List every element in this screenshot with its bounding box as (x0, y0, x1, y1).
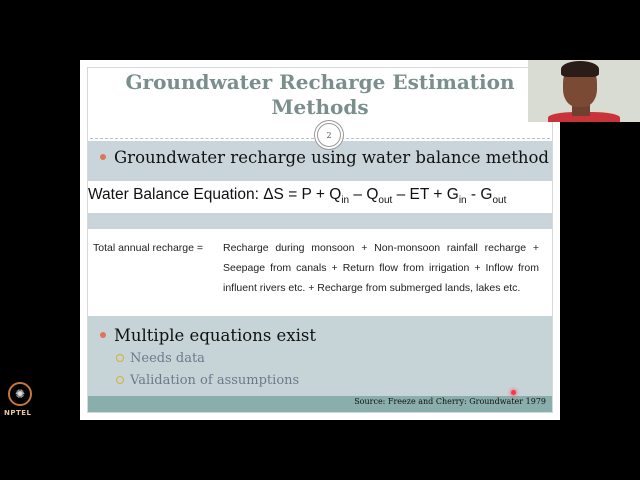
bullet-multiple-equations (100, 326, 316, 345)
page-number-badge: 2 (317, 123, 341, 147)
recharge-rhs: Recharge during monsoon + Non-monsoon rainfall recharge + Seepage from canals + Return flow from irrigation + Inflow from influent rivers etc. + Recharge from submerged lands, lakes etc. (223, 242, 539, 294)
source-citation: Source: Freeze and Cherry: Groundwater 1979 (354, 397, 546, 406)
eq-part: – Q (349, 186, 379, 203)
recharge-lhs: Total annual recharge = (93, 242, 204, 254)
eq-sub: out (492, 195, 507, 207)
presenter-webcam (528, 60, 640, 122)
bullet-dot-icon (100, 154, 106, 160)
sub-bullet-ring-icon (116, 354, 124, 362)
sub-bullet-needs-data (116, 351, 205, 366)
eq-part: – ET + G (392, 186, 459, 203)
nptel-logo-text: NPTEL (4, 409, 32, 417)
bullet-text: Groundwater recharge using water balance method (114, 148, 549, 167)
eq-part: Water Balance Equation: ΔS = P + Q (88, 186, 342, 203)
eq-sub: out (378, 195, 393, 207)
eq-part: - G (466, 186, 493, 203)
bullet-dot-icon (100, 332, 106, 338)
laser-pointer-icon (511, 390, 516, 395)
eq-sub: in (341, 195, 350, 207)
bullet-text: Multiple equations exist (114, 326, 316, 345)
nptel-emblem-icon: ✺ (8, 382, 32, 406)
nptel-logo (4, 382, 38, 422)
sub-bullet-text: Needs data (130, 351, 205, 366)
sub-bullet-text: Validation of assumptions (130, 373, 300, 388)
title-line-1: Groundwater Recharge Estimation (125, 70, 515, 94)
separator-band (88, 213, 552, 229)
eq-sub: in (458, 195, 467, 207)
presenter-hair (561, 61, 599, 77)
sub-bullet-validation (116, 373, 299, 388)
presentation-slide (80, 60, 560, 420)
sub-bullet-ring-icon (116, 376, 124, 384)
bullet-water-balance (100, 148, 549, 167)
water-balance-equation (88, 186, 506, 206)
slide-title (88, 70, 552, 120)
slide-frame (87, 67, 553, 413)
title-line-2: Methods (271, 95, 369, 119)
